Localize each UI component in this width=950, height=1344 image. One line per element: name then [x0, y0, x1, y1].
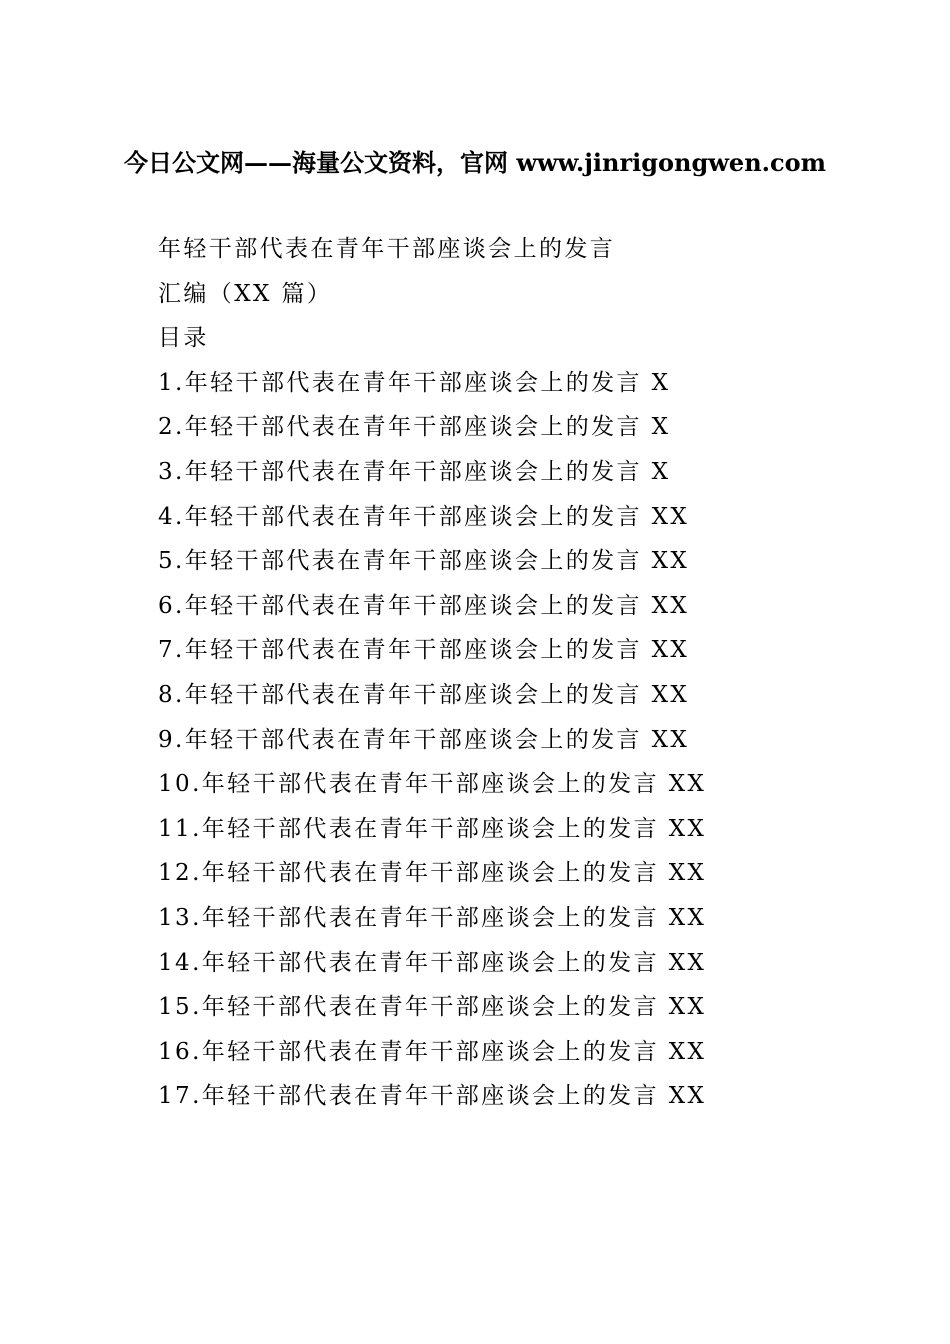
toc-item: 8.年轻干部代表在青年干部座谈会上的发言 XX: [158, 681, 690, 708]
site-header-banner: 今日公文网——海量公文资料，官网 www.jinrigongwen.com: [123, 148, 827, 177]
toc-heading: 目录: [158, 325, 209, 352]
toc-item: 16.年轻干部代表在青年干部座谈会上的发言 XX: [158, 1038, 707, 1065]
toc-item: 13.年轻干部代表在青年干部座谈会上的发言 XX: [158, 904, 707, 931]
toc-item: 10.年轻干部代表在青年干部座谈会上的发言 XX: [158, 771, 707, 798]
toc-list: [158, 361, 798, 1119]
toc-item: 5.年轻干部代表在青年干部座谈会上的发言 XX: [158, 548, 690, 575]
toc-item: 6.年轻干部代表在青年干部座谈会上的发言 XX: [158, 592, 690, 619]
toc-item: 1.年轻干部代表在青年干部座谈会上的发言 X: [158, 369, 671, 396]
document-title-line-2: 汇编（XX 篇）: [158, 280, 333, 307]
toc-item: 11.年轻干部代表在青年干部座谈会上的发言 XX: [158, 815, 707, 842]
toc-item: 17.年轻干部代表在青年干部座谈会上的发言 XX: [158, 1083, 707, 1110]
toc-item: 2.年轻干部代表在青年干部座谈会上的发言 X: [158, 414, 671, 441]
toc-item: 14.年轻干部代表在青年干部座谈会上的发言 XX: [158, 949, 707, 976]
toc-item: 12.年轻干部代表在青年干部座谈会上的发言 XX: [158, 860, 707, 887]
toc-item: 15.年轻干部代表在青年干部座谈会上的发言 XX: [158, 994, 707, 1021]
document-body: [158, 227, 798, 1119]
toc-item: 9.年轻干部代表在青年干部座谈会上的发言 XX: [158, 726, 690, 753]
toc-item: 4.年轻干部代表在青年干部座谈会上的发言 XX: [158, 503, 690, 530]
toc-item: 7.年轻干部代表在青年干部座谈会上的发言 XX: [158, 637, 690, 664]
document-title-line-1: 年轻干部代表在青年干部座谈会上的发言: [158, 236, 616, 262]
toc-item: 3.年轻干部代表在青年干部座谈会上的发言 X: [158, 458, 671, 485]
